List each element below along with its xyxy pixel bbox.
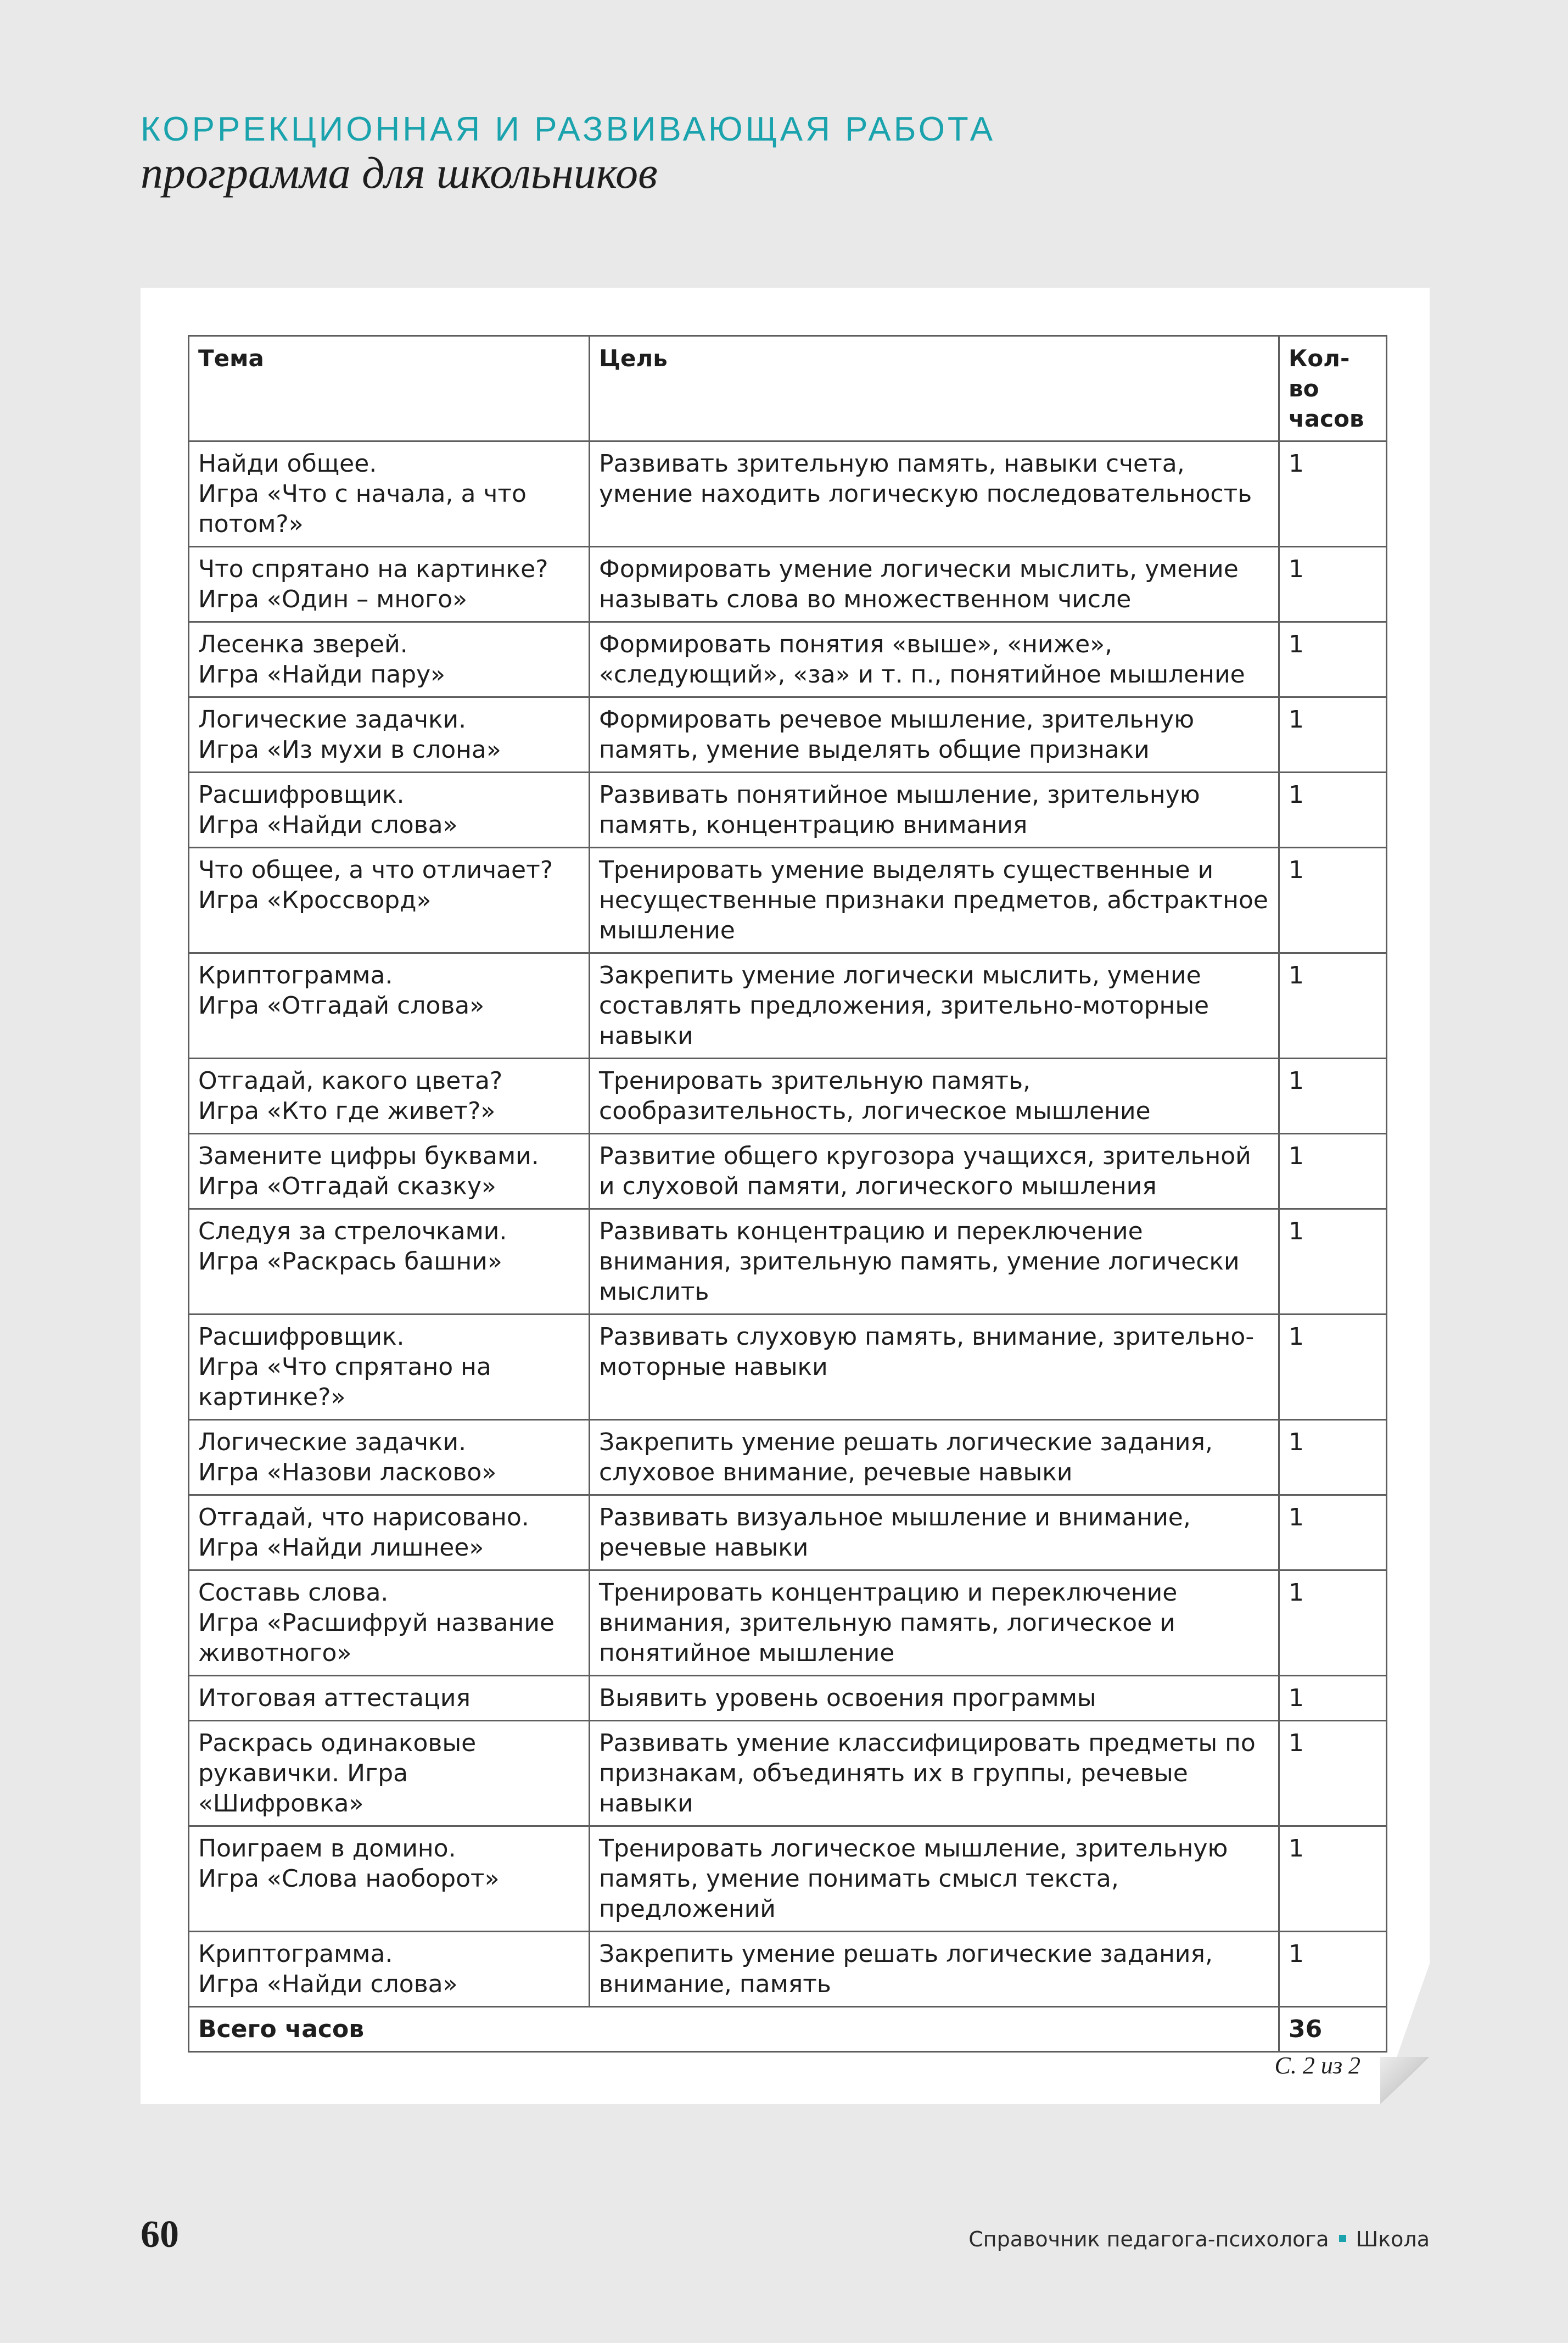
cell-topic: Лесенка зверей. Игра «Найди пару»	[189, 622, 590, 697]
cell-topic: Расшифровщик. Игра «Что спрятано на картинке?»	[189, 1315, 590, 1420]
table-row	[189, 953, 1387, 1059]
cell-hours: 1	[1279, 697, 1387, 773]
cell-hours: 1	[1279, 1420, 1387, 1495]
cell-goal: Тренировать умение выделять существенные и несущественные признаки предметов, абстрактное мышление	[590, 848, 1279, 953]
table-row	[189, 697, 1387, 773]
cell-goal: Развивать концентрацию и переключение внимания, зрительную память, умение логически мыслить	[590, 1209, 1279, 1315]
cell-hours: 1	[1279, 1495, 1387, 1570]
page-reference: С. 2 из 2	[1274, 2052, 1360, 2079]
table-row	[189, 1315, 1387, 1420]
cell-topic: Криптограмма. Игра «Отгадай слова»	[189, 953, 590, 1059]
cell-topic: Отгадай, что нарисовано. Игра «Найди лишнее»	[189, 1495, 590, 1570]
cell-hours: 1	[1279, 1209, 1387, 1315]
cell-hours: 1	[1279, 848, 1387, 953]
table-row	[189, 1134, 1387, 1209]
table-total-row	[189, 2007, 1387, 2052]
table-row	[189, 1495, 1387, 1570]
cell-goal: Закрепить умение решать логические задания, слуховое внимание, речевые навыки	[590, 1420, 1279, 1495]
cell-goal: Тренировать логическое мышление, зрительную память, умение понимать смысл текста, предложений	[590, 1826, 1279, 1932]
footer-separator-square	[1339, 2235, 1346, 2242]
program-table	[188, 335, 1387, 2053]
cell-topic: Итоговая аттестация	[189, 1676, 590, 1721]
cell-topic: Логические задачки. Игра «Назови ласково»	[189, 1420, 590, 1495]
cell-hours: 1	[1279, 1826, 1387, 1932]
cell-hours: 1	[1279, 1570, 1387, 1676]
section-title: КОРРЕКЦИОННАЯ И РАЗВИВАЮЩАЯ РАБОТА	[141, 110, 996, 148]
cell-topic: Отгадай, какого цвета? Игра «Кто где живет?»	[189, 1059, 590, 1134]
page-number: 60	[141, 2213, 179, 2256]
footer-edition: Школа	[1356, 2227, 1430, 2251]
column-header-hours: Кол-во часов	[1279, 336, 1387, 441]
cell-topic: Что спрятано на картинке? Игра «Один – много»	[189, 547, 590, 622]
table-row	[189, 1570, 1387, 1676]
cell-goal: Тренировать зрительную память, сообразительность, логическое мышление	[590, 1059, 1279, 1134]
cell-topic: Поиграем в домино. Игра «Слова наоборот»	[189, 1826, 590, 1932]
column-header-topic: Тема	[189, 336, 590, 441]
table-row	[189, 1676, 1387, 1721]
cell-goal: Формировать понятия «выше», «ниже», «следующий», «за» и т. п., понятийное мышление	[590, 622, 1279, 697]
table-row	[189, 441, 1387, 547]
table-header-row	[189, 336, 1387, 441]
cell-goal: Закрепить умение решать логические задания, внимание, память	[590, 1932, 1279, 2007]
cell-goal: Закрепить умение логически мыслить, умение составлять предложения, зрительно-моторные навыки	[590, 953, 1279, 1059]
cell-topic: Что общее, а что отличает? Игра «Кроссворд»	[189, 848, 590, 953]
table-body	[189, 441, 1387, 2007]
table-row	[189, 1420, 1387, 1495]
cell-hours: 1	[1279, 1932, 1387, 2007]
cell-topic: Криптограмма. Игра «Найди слова»	[189, 1932, 590, 2007]
cell-goal: Выявить уровень освоения программы	[590, 1676, 1279, 1721]
cell-goal: Тренировать концентрацию и переключение внимания, зрительную память, логическое и понятийное мышление	[590, 1570, 1279, 1676]
footer-publication-name: Справочник педагога-психолога	[968, 2227, 1329, 2251]
table-row	[189, 1059, 1387, 1134]
cell-topic: Замените цифры буквами. Игра «Отгадай сказку»	[189, 1134, 590, 1209]
cell-hours: 1	[1279, 622, 1387, 697]
column-header-goal: Цель	[590, 336, 1279, 441]
cell-goal: Развивать слуховую память, внимание, зрительно-моторные навыки	[590, 1315, 1279, 1420]
cell-goal: Развивать визуальное мышление и внимание, речевые навыки	[590, 1495, 1279, 1570]
cell-topic: Логические задачки. Игра «Из мухи в слона»	[189, 697, 590, 773]
table-row	[189, 622, 1387, 697]
page-fold-corner	[1380, 2057, 1430, 2104]
table-row	[189, 1209, 1387, 1315]
cell-topic: Расшифровщик. Игра «Найди слова»	[189, 773, 590, 848]
total-label: Всего часов	[189, 2007, 1279, 2052]
footer-publication	[968, 2227, 1430, 2251]
cell-goal: Развитие общего кругозора учащихся, зрительной и слуховой памяти, логического мышления	[590, 1134, 1279, 1209]
table-row	[189, 547, 1387, 622]
cell-hours: 1	[1279, 547, 1387, 622]
cell-topic: Следуя за стрелочками. Игра «Раскрась башни»	[189, 1209, 590, 1315]
cell-goal: Развивать умение классифицировать предметы по признакам, объединять их в группы, речевые навыки	[590, 1721, 1279, 1826]
cell-hours: 1	[1279, 1676, 1387, 1721]
table-row	[189, 1721, 1387, 1826]
cell-goal: Формировать речевое мышление, зрительную память, умение выделять общие признаки	[590, 697, 1279, 773]
cell-hours: 1	[1279, 773, 1387, 848]
cell-topic: Найди общее. Игра «Что с начала, а что потом?»	[189, 441, 590, 547]
cell-goal: Развивать понятийное мышление, зрительную память, концентрацию внимания	[590, 773, 1279, 848]
cell-hours: 1	[1279, 1315, 1387, 1420]
cell-goal: Развивать зрительную память, навыки счета, умение находить логическую последовательность	[590, 441, 1279, 547]
cell-topic: Составь слова. Игра «Расшифруй название животного»	[189, 1570, 590, 1676]
table-row	[189, 848, 1387, 953]
cell-hours: 1	[1279, 441, 1387, 547]
total-value: 36	[1279, 2007, 1387, 2052]
cell-hours: 1	[1279, 1134, 1387, 1209]
section-subtitle: программа для школьников	[141, 148, 658, 198]
cell-topic: Раскрась одинаковые рукавички. Игра «Шифровка»	[189, 1721, 590, 1826]
cell-goal: Формировать умение логически мыслить, умение называть слова во множественном числе	[590, 547, 1279, 622]
cell-hours: 1	[1279, 1721, 1387, 1826]
table-row	[189, 773, 1387, 848]
table-row	[189, 1826, 1387, 1932]
cell-hours: 1	[1279, 953, 1387, 1059]
cell-hours: 1	[1279, 1059, 1387, 1134]
table-row	[189, 1932, 1387, 2007]
